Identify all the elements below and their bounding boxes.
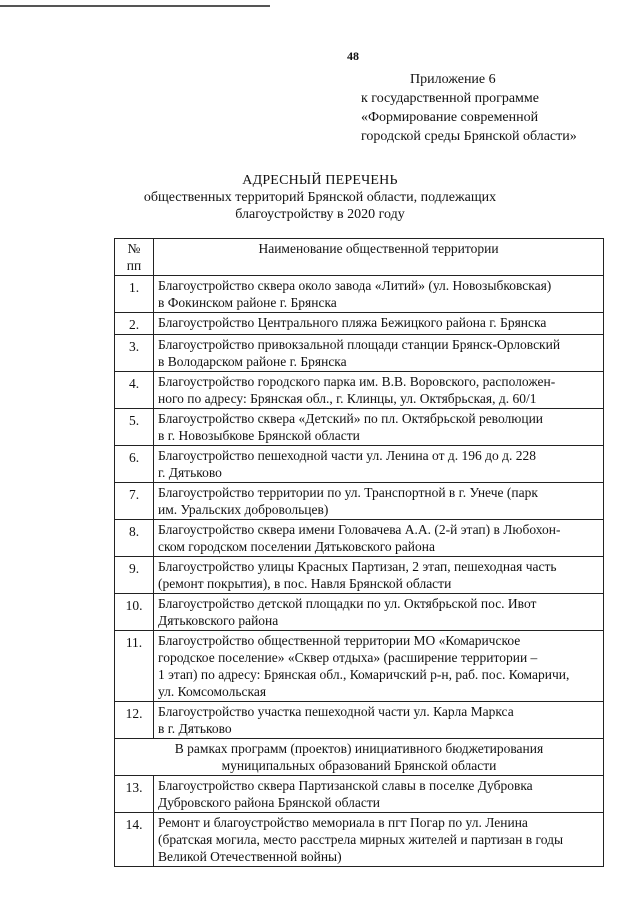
row-name-cell (154, 313, 604, 335)
row-name-line: Благоустройство улицы Красных Партизан, 2 этап, пешеходная часть (158, 559, 557, 574)
row-name-line: ул. Комсомольская (158, 684, 267, 699)
row-name-line: ного по адресу: Брянская обл., г. Клинцы, ул. Октябрьская, д. 60/1 (158, 391, 537, 406)
table-row (115, 520, 604, 557)
section-heading-line: муниципальных образований Брянской области (221, 758, 497, 773)
row-name-line: в г. Дятьково (158, 721, 232, 736)
row-number: 6. (115, 446, 154, 483)
section-row (115, 739, 604, 776)
scan-artifact-line (0, 5, 270, 7)
header-num-cell (115, 239, 154, 276)
row-number: 7. (115, 483, 154, 520)
title-heading: АДРЕСНЫЙ ПЕРЕЧЕНЬ (242, 173, 398, 188)
section-heading-line: В рамках программ (проектов) инициативного бюджетирования (174, 741, 544, 756)
row-name-cell (154, 335, 604, 372)
section-heading-cell (115, 739, 604, 776)
row-name-line: Благоустройство территории по ул. Транспортной в г. Унече (парк (158, 485, 538, 500)
row-name-line: Благоустройство сквера около завода «Литий» (ул. Новозыбковская) (158, 278, 552, 293)
row-name-line: им. Уральских добровольцев) (158, 502, 329, 517)
row-number: 2. (115, 313, 154, 335)
table-row (115, 483, 604, 520)
header-name-cell: Наименование общественной территории (154, 239, 604, 276)
row-number: 1. (115, 276, 154, 313)
row-name-cell (154, 813, 604, 867)
row-name-cell (154, 520, 604, 557)
header-num-line-2: пп (126, 258, 142, 273)
row-name-line: (братская могила, место расстрела мирных жителей и партизан в годы (158, 832, 564, 847)
page-number: 48 (347, 49, 359, 63)
row-name-line: Дятьковского района (158, 613, 279, 628)
row-name-cell (154, 483, 604, 520)
table-row (115, 702, 604, 739)
table-row (115, 631, 604, 702)
row-name-line: Дубровского района Брянской области (158, 795, 380, 810)
appendix-block (361, 70, 621, 146)
row-number: 10. (115, 594, 154, 631)
row-name-cell (154, 776, 604, 813)
appendix-line-3: «Формирование современной (361, 110, 539, 125)
row-name-cell (154, 631, 604, 702)
row-name-line: в Володарском районе г. Брянска (158, 354, 347, 369)
row-name-line: Благоустройство сквера «Детский» по пл. Октябрьской революции (158, 411, 544, 426)
row-name-line: г. Дятьково (158, 465, 222, 480)
table-row (115, 594, 604, 631)
table-row (115, 372, 604, 409)
row-name-line: Благоустройство сквера имени Головачева А.А. (2-й этап) в Любохон- (158, 522, 561, 537)
table-row (115, 557, 604, 594)
title-line-3: благоустройству в 2020 году (235, 207, 405, 222)
row-name-line: Великой Отечественной войны) (158, 849, 342, 864)
row-number: 14. (115, 813, 154, 867)
row-number: 12. (115, 702, 154, 739)
row-name-line: Благоустройство сквера Партизанской славы в поселке Дубровка (158, 778, 533, 793)
row-name-line: Благоустройство привокзальной площади станции Брянск-Орловский (158, 337, 561, 352)
table-row (115, 335, 604, 372)
document-title (120, 172, 520, 223)
row-number: 11. (115, 631, 154, 702)
row-name-line: Благоустройство пешеходной части ул. Ленина от д. 196 до д. 228 (158, 448, 536, 463)
table-row (115, 276, 604, 313)
appendix-line-2: к государственной программе (361, 91, 539, 106)
row-name-cell (154, 594, 604, 631)
table-row (115, 813, 604, 867)
row-number: 5. (115, 409, 154, 446)
row-name-line: в г. Новозыбкове Брянской области (158, 428, 360, 443)
row-name-line: Благоустройство детской площадки по ул. Октябрьской пос. Ивот (158, 596, 537, 611)
table-row (115, 313, 604, 335)
row-name-line: Благоустройство общественной территории МО «Комаричское (158, 633, 521, 648)
row-name-line: Ремонт и благоустройство мемориала в пгт Погар по ул. Ленина (158, 815, 528, 830)
row-name-line: (ремонт покрытия), в пос. Навля Брянской области (158, 576, 452, 591)
table-row (115, 776, 604, 813)
row-name-cell (154, 276, 604, 313)
territory-table (114, 238, 604, 867)
table-body (115, 276, 604, 867)
row-number: 3. (115, 335, 154, 372)
header-num-line-1: № (127, 241, 141, 256)
table-row (115, 446, 604, 483)
appendix-line-1: Приложение 6 (410, 72, 496, 87)
row-number: 8. (115, 520, 154, 557)
row-name-line: 1 этап) по адресу: Брянская обл., Комаричский р-н, раб. пос. Комаричи, (158, 667, 570, 682)
row-name-line: ском городском поселении Дятьковского района (158, 539, 435, 554)
row-number: 13. (115, 776, 154, 813)
row-name-line: Благоустройство Центрального пляжа Бежицкого района г. Брянска (158, 315, 547, 330)
row-number: 9. (115, 557, 154, 594)
title-line-2: общественных территорий Брянской области, подлежащих (143, 190, 497, 205)
appendix-line-4: городской среды Брянской области» (361, 129, 577, 144)
row-name-line: в Фокинском районе г. Брянска (158, 295, 337, 310)
row-name-line: Благоустройство городского парка им. В.В. Воровского, расположен- (158, 374, 556, 389)
row-name-cell (154, 557, 604, 594)
table-row (115, 409, 604, 446)
row-name-cell (154, 702, 604, 739)
row-name-cell (154, 372, 604, 409)
row-name-cell (154, 409, 604, 446)
row-name-line: Благоустройство участка пешеходной части ул. Карла Маркса (158, 704, 514, 719)
table-header-row (115, 239, 604, 276)
row-name-cell (154, 446, 604, 483)
row-name-line: городское поселение» «Сквер отдыха» (расширение территории – (158, 650, 538, 665)
row-number: 4. (115, 372, 154, 409)
